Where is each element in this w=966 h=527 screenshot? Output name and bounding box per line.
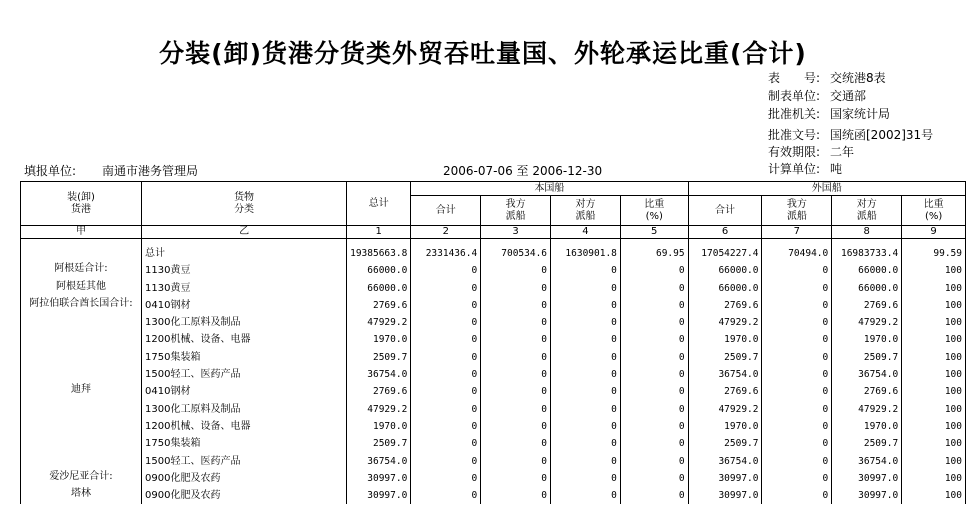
cargo-cell: 0410钢材 (142, 383, 347, 400)
value-cell: 0 (551, 280, 621, 297)
value-cell: 0 (551, 331, 621, 348)
meta-approve-key: 批准机关: (768, 107, 821, 121)
value-cell: 0 (411, 435, 481, 452)
value-cell: 100 (902, 487, 966, 504)
value-cell: 0 (620, 383, 688, 400)
value-cell: 0 (551, 418, 621, 435)
col-header-sub: 我方 派船 (762, 196, 832, 226)
col-index: 3 (481, 226, 551, 239)
table-row (21, 314, 966, 331)
port-cell: 塔林 (21, 487, 142, 504)
table-row (21, 470, 966, 487)
value-cell: 36754.0 (347, 453, 411, 470)
meta-doc (768, 126, 933, 144)
col-index: 5 (620, 226, 688, 239)
value-cell: 2509.7 (832, 349, 902, 366)
col-header-domestic: 本国船 (411, 182, 688, 196)
value-cell: 100 (902, 435, 966, 452)
value-cell: 0 (620, 470, 688, 487)
value-cell: 0 (481, 262, 551, 279)
value-cell: 0 (551, 435, 621, 452)
col-header-sub: 比重 (%) (620, 196, 688, 226)
value-cell: 0 (411, 349, 481, 366)
value-cell: 100 (902, 418, 966, 435)
value-cell: 66000.0 (832, 262, 902, 279)
col-index: 乙 (142, 226, 347, 239)
value-cell: 0 (762, 262, 832, 279)
value-cell: 0 (620, 331, 688, 348)
cargo-cell: 0410钢材 (142, 297, 347, 314)
port-cell (21, 366, 142, 383)
value-cell: 0 (551, 487, 621, 504)
table-row (21, 435, 966, 452)
value-cell: 1630901.8 (551, 245, 621, 262)
value-cell: 47929.2 (347, 401, 411, 418)
value-cell: 1970.0 (688, 331, 762, 348)
table-row (21, 418, 966, 435)
value-cell: 1970.0 (688, 418, 762, 435)
port-cell (21, 349, 142, 366)
value-cell: 30997.0 (832, 470, 902, 487)
value-cell: 0 (481, 349, 551, 366)
value-cell: 70494.0 (762, 245, 832, 262)
value-cell: 0 (620, 280, 688, 297)
value-cell: 2769.6 (347, 297, 411, 314)
meta-doc-key: 批准文号: (768, 128, 821, 142)
cargo-cell: 1750集装箱 (142, 435, 347, 452)
value-cell: 100 (902, 314, 966, 331)
table-row (21, 331, 966, 348)
value-cell: 2331436.4 (411, 245, 481, 262)
value-cell: 47929.2 (688, 314, 762, 331)
col-header-total: 总计 (347, 182, 411, 226)
port-cell: 阿根廷合计: (21, 262, 142, 279)
value-cell: 0 (551, 401, 621, 418)
value-cell: 0 (411, 470, 481, 487)
value-cell: 30997.0 (688, 487, 762, 504)
cargo-cell: 0900化肥及农药 (142, 470, 347, 487)
value-cell: 0 (411, 487, 481, 504)
value-cell: 2509.7 (347, 349, 411, 366)
value-cell: 0 (481, 418, 551, 435)
value-cell: 0 (620, 435, 688, 452)
value-cell: 0 (411, 418, 481, 435)
cargo-cell: 1200机械、设备、电器 (142, 418, 347, 435)
value-cell: 0 (620, 297, 688, 314)
cargo-cell: 1130黄豆 (142, 262, 347, 279)
meta-unit-value: 吨 (830, 162, 843, 176)
meta-org (768, 87, 866, 105)
value-cell: 2769.6 (347, 383, 411, 400)
value-cell: 100 (902, 366, 966, 383)
value-cell: 36754.0 (688, 453, 762, 470)
value-cell: 0 (551, 383, 621, 400)
value-cell: 47929.2 (832, 401, 902, 418)
table-row (21, 383, 966, 400)
col-header-sub: 合计 (411, 196, 481, 226)
port-cell (21, 401, 142, 418)
value-cell: 47929.2 (688, 401, 762, 418)
value-cell: 100 (902, 280, 966, 297)
value-cell: 0 (411, 297, 481, 314)
value-cell: 0 (762, 331, 832, 348)
col-header-port: 装(卸) 货港 (21, 182, 142, 226)
col-index: 9 (902, 226, 966, 239)
value-cell: 0 (620, 349, 688, 366)
value-cell: 1970.0 (347, 418, 411, 435)
value-cell: 30997.0 (347, 470, 411, 487)
port-cell (21, 453, 142, 470)
value-cell: 19385663.8 (347, 245, 411, 262)
col-index: 4 (551, 226, 621, 239)
value-cell: 0 (481, 297, 551, 314)
value-cell: 47929.2 (347, 314, 411, 331)
value-cell: 69.95 (620, 245, 688, 262)
value-cell: 0 (481, 314, 551, 331)
value-cell: 0 (551, 470, 621, 487)
cargo-cell: 总计 (142, 245, 347, 262)
value-cell: 0 (481, 366, 551, 383)
value-cell: 36754.0 (832, 453, 902, 470)
table-row (21, 262, 966, 279)
value-cell: 100 (902, 383, 966, 400)
value-cell: 30997.0 (688, 470, 762, 487)
value-cell: 66000.0 (347, 262, 411, 279)
data-table (20, 181, 966, 504)
value-cell: 0 (411, 262, 481, 279)
table-row (21, 453, 966, 470)
value-cell: 36754.0 (688, 366, 762, 383)
value-cell: 0 (481, 453, 551, 470)
table-row (21, 349, 966, 366)
value-cell: 0 (762, 470, 832, 487)
value-cell: 66000.0 (832, 280, 902, 297)
meta-valid-key: 有效期限: (768, 145, 821, 159)
meta-org-value: 交通部 (830, 89, 867, 103)
value-cell: 0 (762, 349, 832, 366)
value-cell: 0 (762, 280, 832, 297)
value-cell: 0 (551, 453, 621, 470)
value-cell: 2509.7 (688, 349, 762, 366)
cargo-cell: 0900化肥及农药 (142, 487, 347, 504)
meta-doc-value: 国统函[2002]31号 (830, 128, 934, 142)
value-cell: 0 (620, 453, 688, 470)
col-header-sub: 我方 派船 (481, 196, 551, 226)
value-cell: 47929.2 (832, 314, 902, 331)
value-cell: 0 (762, 453, 832, 470)
value-cell: 17054227.4 (688, 245, 762, 262)
col-header-foreign: 外国船 (688, 182, 965, 196)
table-body (21, 239, 966, 505)
col-index: 7 (762, 226, 832, 239)
meta-table-no (768, 69, 886, 87)
port-cell (21, 314, 142, 331)
meta-unit-key: 计算单位: (768, 162, 821, 176)
value-cell: 30997.0 (347, 487, 411, 504)
value-cell: 0 (411, 280, 481, 297)
table-row (21, 280, 966, 297)
col-header-sub: 对方 派船 (832, 196, 902, 226)
value-cell: 0 (411, 366, 481, 383)
port-cell (21, 418, 142, 435)
port-cell: 迪拜 (21, 383, 142, 400)
table-row (21, 487, 966, 504)
report-title: 分装(卸)货港分货类外贸吞吐量国、外轮承运比重(合计) (159, 39, 807, 68)
meta-table-no-value: 交统港8表 (830, 71, 886, 85)
value-cell: 0 (481, 280, 551, 297)
col-index: 甲 (21, 226, 142, 239)
col-index: 2 (411, 226, 481, 239)
value-cell: 0 (762, 487, 832, 504)
value-cell: 36754.0 (832, 366, 902, 383)
value-cell: 100 (902, 262, 966, 279)
value-cell: 2509.7 (688, 435, 762, 452)
port-cell (21, 435, 142, 452)
meta-table-no-key: 表 号: (768, 71, 821, 85)
value-cell: 0 (481, 487, 551, 504)
value-cell: 0 (762, 401, 832, 418)
value-cell: 2769.6 (688, 383, 762, 400)
value-cell: 0 (762, 383, 832, 400)
table-row (21, 366, 966, 383)
value-cell: 99.59 (902, 245, 966, 262)
value-cell: 0 (762, 366, 832, 383)
value-cell: 100 (902, 331, 966, 348)
value-cell: 1970.0 (347, 331, 411, 348)
port-cell: 阿根廷其他 (21, 280, 142, 297)
port-cell (21, 331, 142, 348)
port-cell (21, 245, 142, 262)
value-cell: 100 (902, 453, 966, 470)
cargo-cell: 1750集装箱 (142, 349, 347, 366)
filler-unit: 南通市港务管理局 (102, 164, 199, 178)
port-cell: 爱沙尼亚合计: (21, 470, 142, 487)
value-cell: 0 (620, 314, 688, 331)
value-cell: 0 (620, 366, 688, 383)
port-cell: 阿拉伯联合酋长国合计: (21, 297, 142, 314)
value-cell: 0 (481, 470, 551, 487)
value-cell: 0 (762, 435, 832, 452)
col-header-sub: 合计 (688, 196, 762, 226)
value-cell: 0 (762, 418, 832, 435)
cargo-cell: 1500轻工、医药产品 (142, 366, 347, 383)
value-cell: 100 (902, 470, 966, 487)
table-row (21, 245, 966, 262)
value-cell: 0 (481, 401, 551, 418)
value-cell: 0 (762, 314, 832, 331)
value-cell: 0 (411, 331, 481, 348)
meta-approve-value: 国家统计局 (830, 107, 891, 121)
value-cell: 0 (481, 435, 551, 452)
value-cell: 2509.7 (832, 435, 902, 452)
value-cell: 0 (411, 401, 481, 418)
report-period: 2006-07-06 至 2006-12-30 (443, 164, 603, 178)
col-header-sub: 比重 (%) (902, 196, 966, 226)
value-cell: 0 (620, 418, 688, 435)
value-cell: 0 (551, 349, 621, 366)
meta-valid-value: 二年 (830, 145, 855, 159)
value-cell: 0 (551, 262, 621, 279)
value-cell: 100 (902, 349, 966, 366)
value-cell: 100 (902, 401, 966, 418)
value-cell: 0 (620, 262, 688, 279)
cargo-cell: 1300化工原料及制品 (142, 314, 347, 331)
value-cell: 1970.0 (832, 331, 902, 348)
col-index: 6 (688, 226, 762, 239)
cargo-cell: 1200机械、设备、电器 (142, 331, 347, 348)
meta-approve (768, 105, 890, 123)
col-index: 1 (347, 226, 411, 239)
value-cell: 66000.0 (347, 280, 411, 297)
cargo-cell: 1300化工原料及制品 (142, 401, 347, 418)
value-cell: 0 (620, 487, 688, 504)
value-cell: 2769.6 (832, 297, 902, 314)
value-cell: 700534.6 (481, 245, 551, 262)
value-cell: 0 (551, 297, 621, 314)
value-cell: 66000.0 (688, 262, 762, 279)
cargo-cell: 1500轻工、医药产品 (142, 453, 347, 470)
meta-unit (768, 160, 842, 178)
filler-label: 填报单位: (24, 164, 77, 178)
value-cell: 2769.6 (832, 383, 902, 400)
value-cell: 0 (551, 314, 621, 331)
table-row (21, 401, 966, 418)
meta-org-key: 制表单位: (768, 89, 821, 103)
value-cell: 0 (411, 383, 481, 400)
value-cell: 0 (411, 314, 481, 331)
value-cell: 0 (481, 383, 551, 400)
value-cell: 66000.0 (688, 280, 762, 297)
value-cell: 2769.6 (688, 297, 762, 314)
value-cell: 0 (620, 401, 688, 418)
meta-valid (768, 143, 854, 161)
value-cell: 30997.0 (832, 487, 902, 504)
value-cell: 100 (902, 297, 966, 314)
value-cell: 0 (481, 331, 551, 348)
cargo-cell: 1130黄豆 (142, 280, 347, 297)
value-cell: 1970.0 (832, 418, 902, 435)
value-cell: 2509.7 (347, 435, 411, 452)
value-cell: 36754.0 (347, 366, 411, 383)
col-header-cargo: 货物 分类 (142, 182, 347, 226)
table-row (21, 297, 966, 314)
col-index: 8 (832, 226, 902, 239)
value-cell: 0 (551, 366, 621, 383)
col-header-sub: 对方 派船 (551, 196, 621, 226)
value-cell: 0 (762, 297, 832, 314)
value-cell: 0 (411, 453, 481, 470)
value-cell: 16983733.4 (832, 245, 902, 262)
